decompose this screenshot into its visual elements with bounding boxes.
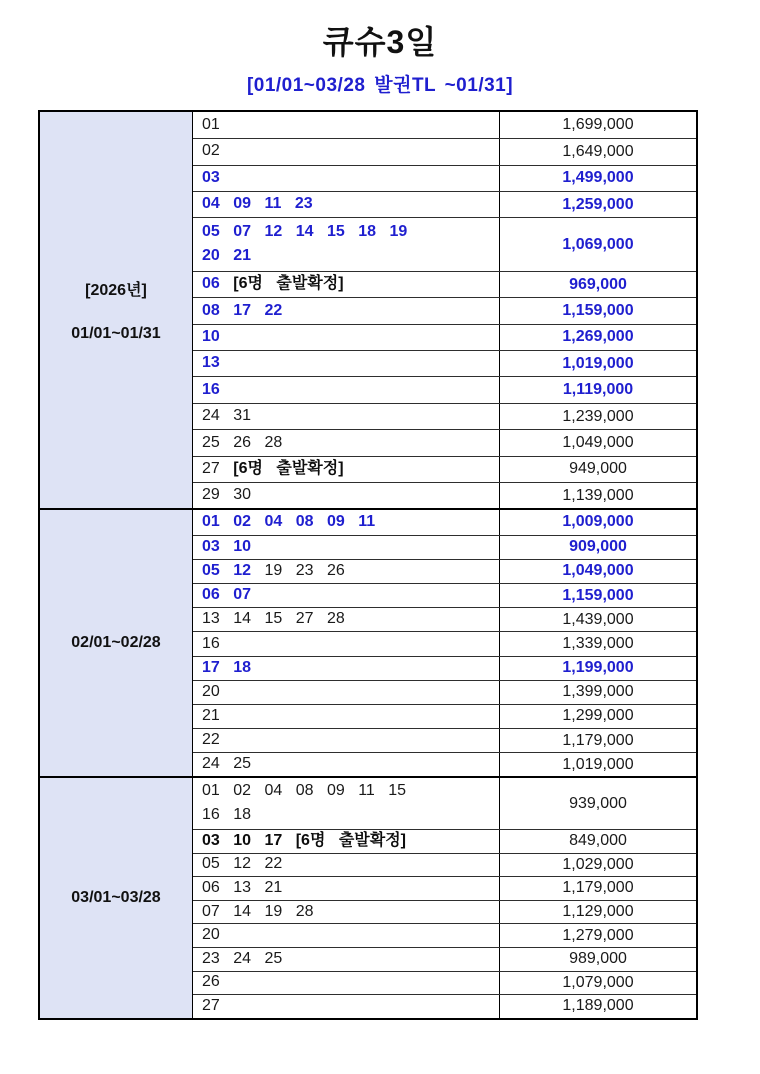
price-cell: 1,339,000 (499, 632, 696, 655)
price-cell: 1,699,000 (499, 112, 696, 138)
price-cell: 1,299,000 (499, 705, 696, 728)
date-text: 04 09 11 23 (202, 195, 313, 213)
date-line (202, 706, 499, 727)
price-cell: 1,239,000 (499, 404, 696, 429)
departure-dates-cell (193, 298, 499, 323)
price-cell: 1,159,000 (499, 298, 696, 323)
departure-dates-cell (193, 272, 499, 297)
date-line (202, 115, 499, 136)
date-text: 06 07 (202, 586, 252, 604)
date-line (202, 485, 499, 506)
date-line (202, 194, 499, 215)
table-row (193, 631, 696, 655)
table-row (193, 191, 696, 217)
departure-dates-cell (193, 972, 499, 995)
price-cell: 1,129,000 (499, 901, 696, 924)
page-title: 큐슈3일 (322, 24, 438, 60)
table-row (193, 728, 696, 752)
date-text: 07 14 19 28 (202, 902, 314, 920)
departure-dates-cell (193, 139, 499, 164)
table-row (193, 324, 696, 350)
date-line (202, 609, 499, 630)
page-header (0, 0, 760, 97)
price-cell: 1,189,000 (499, 995, 696, 1018)
price-cell: 989,000 (499, 948, 696, 971)
date-line (202, 459, 499, 480)
date-line (202, 380, 499, 401)
date-text: 17 18 (202, 658, 252, 676)
price-cell: 1,159,000 (499, 584, 696, 607)
departure-dates-cell (193, 192, 499, 217)
date-text: [6명 출발확정] (219, 275, 344, 293)
price-cell: 1,439,000 (499, 608, 696, 631)
date-text: 29 30 (202, 486, 252, 504)
departure-dates-cell (193, 166, 499, 191)
price-cell: 969,000 (499, 272, 696, 297)
departure-dates-cell (193, 901, 499, 924)
date-text: 20 (202, 682, 220, 700)
price-cell: 939,000 (499, 778, 696, 829)
month-label-cell (40, 112, 193, 509)
date-text: 27 (202, 996, 220, 1014)
date-line (202, 682, 499, 703)
table-row (193, 656, 696, 680)
date-text: 21 (202, 707, 220, 725)
departure-dates-cell (193, 948, 499, 971)
month-label-cell (40, 778, 193, 1017)
month-section-february (40, 508, 696, 776)
price-cell: 1,019,000 (499, 753, 696, 776)
month-label: 01/01~01/31 (71, 325, 161, 343)
month-section-march (40, 776, 696, 1017)
table-row (193, 165, 696, 191)
date-text: 01 (202, 115, 220, 133)
date-text: 20 21 (202, 247, 252, 265)
date-text: 05 07 12 14 15 18 19 (202, 222, 408, 240)
date-line (202, 537, 499, 558)
date-line (202, 433, 499, 454)
date-line (202, 781, 499, 802)
table-row (193, 680, 696, 704)
table-row (193, 994, 696, 1018)
table-row (193, 429, 696, 455)
date-line (202, 805, 499, 826)
date-text: 06 (202, 275, 220, 293)
date-line (202, 406, 499, 427)
departure-dates-cell (193, 830, 499, 853)
price-cell: 1,179,000 (499, 729, 696, 752)
table-row (193, 704, 696, 728)
date-line (202, 658, 499, 679)
date-text: 06 13 21 (202, 879, 283, 897)
table-row (193, 456, 696, 482)
date-text: 13 (202, 354, 220, 372)
date-text: 03 (202, 168, 220, 186)
departure-dates-cell (193, 510, 499, 534)
date-line (202, 730, 499, 751)
date-text: 02 (202, 142, 220, 160)
price-cell: 1,069,000 (499, 218, 696, 271)
price-cell: 1,269,000 (499, 325, 696, 350)
price-cell: 1,079,000 (499, 972, 696, 995)
departure-dates-cell (193, 854, 499, 877)
departure-dates-cell (193, 457, 499, 482)
departure-dates-cell (193, 778, 499, 829)
price-cell: 1,049,000 (499, 430, 696, 455)
date-line (202, 168, 499, 189)
departure-dates-cell (193, 608, 499, 631)
table-row (193, 297, 696, 323)
date-line (202, 996, 499, 1017)
date-line (202, 222, 499, 243)
price-cell: 1,499,000 (499, 166, 696, 191)
departure-dates-cell (193, 924, 499, 947)
date-text: 22 (202, 731, 220, 749)
departure-dates-cell (193, 705, 499, 728)
price-cell: 1,019,000 (499, 351, 696, 376)
departure-dates-cell (193, 112, 499, 138)
departure-dates-cell (193, 681, 499, 704)
departure-dates-cell (193, 536, 499, 559)
departure-dates-cell (193, 877, 499, 900)
price-cell: 1,119,000 (499, 377, 696, 402)
price-cell: 1,009,000 (499, 510, 696, 534)
date-line (202, 301, 499, 322)
date-line (202, 878, 499, 899)
table-row (193, 853, 696, 877)
table-row (193, 535, 696, 559)
date-text: 10 (202, 327, 220, 345)
price-cell: 949,000 (499, 457, 696, 482)
departure-dates-cell (193, 404, 499, 429)
table-row (193, 971, 696, 995)
departure-price-table (38, 110, 698, 1020)
table-row (193, 403, 696, 429)
price-cell: 1,649,000 (499, 139, 696, 164)
date-line (202, 141, 499, 162)
date-text: 05 12 (202, 561, 252, 579)
departure-dates-cell (193, 995, 499, 1018)
price-cell: 849,000 (499, 830, 696, 853)
departure-dates-cell (193, 657, 499, 680)
price-cell: 1,049,000 (499, 560, 696, 583)
date-text: 13 14 15 27 28 (202, 610, 345, 628)
departure-dates-cell (193, 729, 499, 752)
month-label: [2026년] (85, 282, 147, 300)
departure-dates-cell (193, 325, 499, 350)
date-line (202, 949, 499, 970)
table-row (193, 947, 696, 971)
date-line (202, 754, 499, 775)
table-row (193, 829, 696, 853)
departure-dates-cell (193, 584, 499, 607)
table-row (193, 350, 696, 376)
table-row (193, 778, 696, 829)
departure-dates-cell (193, 632, 499, 655)
date-text: 26 (202, 973, 220, 991)
date-text: 05 12 22 (202, 855, 283, 873)
month-section-january (40, 112, 696, 509)
date-text: 25 26 28 (202, 433, 283, 451)
date-line (202, 902, 499, 923)
table-row (193, 583, 696, 607)
month-label: 02/01~02/28 (71, 634, 161, 652)
departure-dates-cell (193, 430, 499, 455)
table-row (193, 876, 696, 900)
ticketing-deadline: [01/01~03/28 발권TL ~01/31] (246, 74, 514, 96)
table-row (193, 271, 696, 297)
table-row (193, 217, 696, 271)
date-line (202, 925, 499, 946)
month-label-cell (40, 510, 193, 776)
date-text: 24 25 (202, 755, 252, 773)
table-row (193, 376, 696, 402)
date-line (202, 831, 499, 852)
table-row (193, 559, 696, 583)
date-text: 23 24 25 (202, 949, 283, 967)
date-text: 08 17 22 (202, 301, 283, 319)
date-line (202, 353, 499, 374)
date-text: 19 23 26 (251, 561, 345, 579)
date-line (202, 246, 499, 267)
section-rows (193, 510, 696, 776)
price-cell: 1,199,000 (499, 657, 696, 680)
date-line (202, 512, 499, 533)
date-text: [6명 출발확정] (219, 459, 344, 477)
section-rows (193, 778, 696, 1017)
date-line (202, 274, 499, 295)
date-text: 16 18 (202, 806, 252, 824)
departure-dates-cell (193, 753, 499, 776)
date-text: 01 02 04 08 09 11 (202, 513, 376, 531)
date-line (202, 972, 499, 993)
date-text: 16 (202, 380, 220, 398)
table-row (193, 510, 696, 534)
table-row (193, 923, 696, 947)
price-cell: 1,399,000 (499, 681, 696, 704)
table-row (193, 900, 696, 924)
table-row (193, 112, 696, 138)
date-text: 03 10 17 [6명 출발확정] (202, 831, 407, 849)
date-text: 16 (202, 634, 220, 652)
table-row (193, 482, 696, 508)
date-line (202, 561, 499, 582)
price-cell: 1,139,000 (499, 483, 696, 508)
date-text: 27 (202, 459, 220, 477)
table-row (193, 138, 696, 164)
date-text: 03 10 (202, 537, 252, 555)
departure-dates-cell (193, 560, 499, 583)
departure-dates-cell (193, 377, 499, 402)
date-line (202, 327, 499, 348)
date-text: 01 02 04 08 09 11 15 (202, 782, 407, 800)
table-row (193, 752, 696, 776)
price-cell: 1,279,000 (499, 924, 696, 947)
departure-dates-cell (193, 218, 499, 271)
price-cell: 1,259,000 (499, 192, 696, 217)
section-rows (193, 112, 696, 509)
date-line (202, 854, 499, 875)
date-text: 24 31 (202, 407, 252, 425)
date-line (202, 585, 499, 606)
price-cell: 1,029,000 (499, 854, 696, 877)
month-label: 03/01~03/28 (71, 889, 161, 907)
price-cell: 1,179,000 (499, 877, 696, 900)
price-cell: 909,000 (499, 536, 696, 559)
departure-dates-cell (193, 483, 499, 508)
departure-dates-cell (193, 351, 499, 376)
table-row (193, 607, 696, 631)
date-text: 20 (202, 926, 220, 944)
date-line (202, 634, 499, 655)
